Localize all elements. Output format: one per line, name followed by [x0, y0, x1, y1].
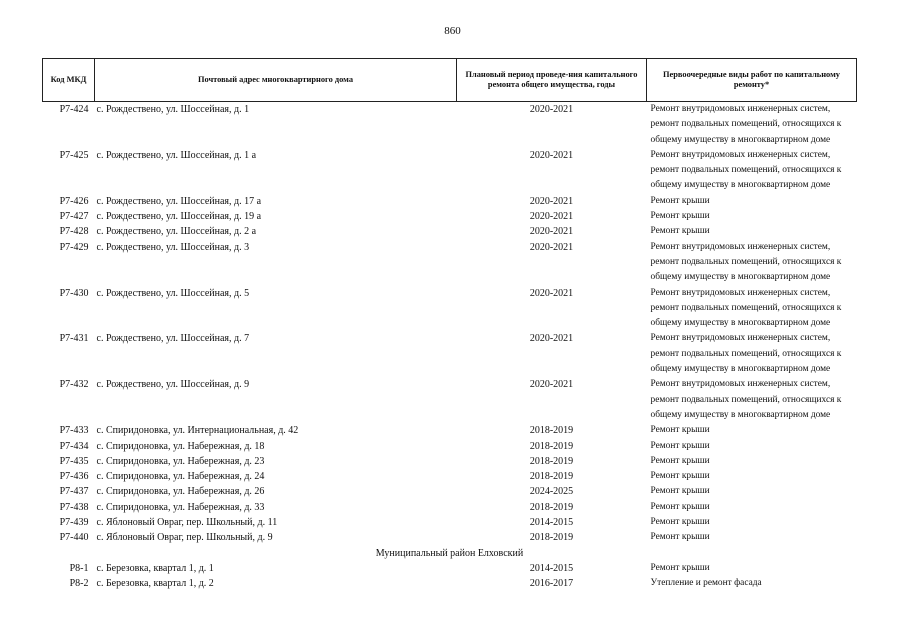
cell-address: с. Рождествено, ул. Шоссейная, д. 5	[96, 287, 250, 299]
works-line: Ремонт внутридомовых инженерных систем,	[650, 287, 831, 298]
cell-period: 2020-2021	[529, 211, 574, 223]
table-row	[43, 102, 857, 148]
works-line: Ремонт внутридомовых инженерных систем,	[650, 149, 831, 160]
cell-period: 2020-2021	[529, 104, 574, 115]
works-line: Ремонт крыши	[650, 195, 710, 206]
cell-period: 2020-2021	[529, 333, 574, 345]
table-row	[43, 224, 857, 239]
cell-works	[647, 377, 857, 423]
cell-address: с. Рождествено, ул. Шоссейная, д. 1 а	[96, 149, 257, 161]
works-line: Ремонт крыши	[650, 562, 710, 573]
cell-works	[647, 148, 857, 194]
works-line: общему имуществу в многоквартирном доме	[650, 409, 831, 420]
works-line: Ремонт крыши	[650, 440, 710, 451]
works-line: Ремонт крыши	[650, 226, 710, 237]
works-line: общему имуществу в многоквартирном доме	[650, 180, 831, 191]
cell-code: Р7-429	[59, 241, 89, 253]
cell-code: Р7-426	[59, 195, 89, 207]
cell-works	[647, 469, 857, 484]
works-line: ремонт подвальных помещений, относящихся к	[650, 348, 842, 359]
cell-code: Р7-438	[59, 501, 89, 513]
works-line: Ремонт крыши	[650, 211, 710, 222]
cell-period: 2018-2019	[529, 440, 574, 452]
page-number: 860	[444, 25, 461, 37]
cell-period: 2016-2017	[529, 578, 574, 590]
cell-address: с. Спиридоновка, ул. Набережная, д. 18	[96, 440, 265, 452]
table-row	[43, 377, 857, 423]
cell-works	[647, 209, 857, 224]
table-row	[43, 331, 857, 377]
table-row	[43, 469, 857, 484]
works-line: Ремонт внутридомовых инженерных систем,	[650, 333, 831, 344]
cell-works	[647, 331, 857, 377]
table-row	[43, 530, 857, 545]
header-address: Почтовый адрес многоквартирного дома	[95, 59, 457, 102]
cell-works	[647, 194, 857, 209]
cell-works	[647, 102, 857, 148]
works-line: Ремонт крыши	[650, 425, 710, 436]
works-line: общему имуществу в многоквартирном доме	[650, 364, 831, 375]
works-line: Ремонт крыши	[650, 532, 710, 543]
cell-period: 2018-2019	[529, 455, 574, 467]
works-line: Ремонт внутридомовых инженерных систем,	[650, 241, 831, 252]
cell-works	[647, 515, 857, 530]
cell-period: 2020-2021	[529, 287, 574, 299]
table-row	[43, 454, 857, 469]
cell-address: с. Рождествено, ул. Шоссейная, д. 1	[96, 104, 250, 115]
cell-address: с. Рождествено, ул. Шоссейная, д. 17 а	[96, 195, 262, 207]
cell-period: 2020-2021	[529, 379, 574, 391]
cell-address: с. Рождествено, ул. Шоссейная, д. 2 а	[96, 226, 257, 238]
cell-address: с. Рождествено, ул. Шоссейная, д. 3	[96, 241, 250, 253]
section-row	[43, 546, 857, 561]
works-line: ремонт подвальных помещений, относящихся к	[650, 256, 842, 267]
cell-code: Р7-432	[59, 379, 89, 391]
table-row	[43, 194, 857, 209]
table-row	[43, 209, 857, 224]
cell-period: 2018-2019	[529, 471, 574, 483]
cell-code: Р7-425	[59, 149, 89, 161]
cell-works	[647, 454, 857, 469]
cell-works	[647, 561, 857, 576]
works-line: ремонт подвальных помещений, относящихся к	[650, 302, 842, 313]
cell-code: Р7-440	[59, 532, 89, 544]
header-period: Плановый период проведе-ния капитального ремонта общего имущества, годы	[457, 59, 647, 102]
cell-code: Р7-424	[59, 104, 89, 115]
cell-code: Р7-436	[59, 471, 89, 483]
cell-works	[647, 423, 857, 438]
cell-period: 2014-2015	[529, 562, 574, 574]
cell-works	[647, 484, 857, 499]
cell-code: Р7-431	[59, 333, 89, 345]
cell-works	[647, 439, 857, 454]
table-row	[43, 500, 857, 515]
header-code: Код МКД	[43, 59, 95, 102]
cell-period: 2018-2019	[529, 425, 574, 437]
header-works: Первоочередные виды работ по капитальному ремонту*	[647, 59, 857, 102]
cell-code: Р7-430	[59, 287, 89, 299]
table-row	[43, 423, 857, 438]
cell-address: с. Рождествено, ул. Шоссейная, д. 7	[96, 333, 250, 345]
works-line: Ремонт крыши	[650, 471, 710, 482]
table-row	[43, 561, 857, 576]
cell-code: Р7-427	[59, 211, 89, 223]
cell-address: с. Спиридоновка, ул. Набережная, д. 26	[96, 486, 265, 498]
cell-address: с. Спиридоновка, ул. Набережная, д. 33	[96, 501, 265, 513]
table-body	[43, 102, 857, 592]
works-line: ремонт подвальных помещений, относящихся к	[650, 394, 842, 405]
works-line: Ремонт крыши	[650, 486, 710, 497]
works-line: общему имуществу в многоквартирном доме	[650, 318, 831, 329]
works-line: Утепление и ремонт фасада	[650, 578, 762, 589]
works-line: Ремонт крыши	[650, 517, 710, 528]
cell-address: с. Яблоновый Овраг, пер. Школьный, д. 9	[96, 532, 273, 544]
cell-code: Р7-435	[59, 455, 89, 467]
works-line: Ремонт внутридомовых инженерных систем,	[650, 104, 831, 114]
cell-address: с. Спиридоновка, ул. Интернациональная, д. 42	[96, 425, 299, 437]
cell-address: с. Рождествено, ул. Шоссейная, д. 19 а	[96, 211, 262, 223]
cell-works	[647, 240, 857, 286]
table-row	[43, 576, 857, 591]
works-line: Ремонт крыши	[650, 455, 710, 466]
cell-address: с. Яблоновый Овраг, пер. Школьный, д. 11	[96, 517, 278, 529]
capital-repair-table	[42, 58, 857, 592]
cell-address: с. Спиридоновка, ул. Набережная, д. 23	[96, 455, 265, 467]
cell-works	[647, 576, 857, 591]
table-row	[43, 148, 857, 194]
works-line: Ремонт внутридомовых инженерных систем,	[650, 379, 831, 390]
cell-code: Р7-434	[59, 440, 89, 452]
cell-address: с. Березовка, квартал 1, д. 2	[96, 578, 214, 590]
cell-address: с. Рождествено, ул. Шоссейная, д. 9	[96, 379, 250, 391]
cell-works	[647, 500, 857, 515]
works-line: ремонт подвальных помещений, относящихся к	[650, 165, 842, 176]
cell-period: 2020-2021	[529, 149, 574, 161]
table-row	[43, 515, 857, 530]
table-row	[43, 439, 857, 454]
cell-code: Р7-428	[59, 226, 89, 238]
cell-works	[647, 530, 857, 545]
cell-period: 2020-2021	[529, 226, 574, 238]
works-line: общему имуществу в многоквартирном доме	[650, 272, 831, 283]
cell-works	[647, 224, 857, 239]
cell-period: 2014-2015	[529, 517, 574, 529]
cell-period: 2024-2025	[529, 486, 574, 498]
cell-code: Р7-439	[59, 517, 89, 529]
table-row	[43, 240, 857, 286]
section-title: Муниципальный район Елховский	[375, 547, 524, 559]
cell-code: Р8-2	[69, 578, 89, 590]
cell-code: Р7-433	[59, 425, 89, 437]
cell-code: Р8-1	[69, 562, 89, 574]
cell-period: 2020-2021	[529, 241, 574, 253]
cell-address: с. Спиридоновка, ул. Набережная, д. 24	[96, 471, 265, 483]
cell-code: Р7-437	[59, 486, 89, 498]
cell-works	[647, 286, 857, 332]
table-header-row	[43, 59, 857, 102]
cell-period: 2018-2019	[529, 501, 574, 513]
table-row	[43, 286, 857, 332]
cell-period: 2018-2019	[529, 532, 574, 544]
works-line: общему имуществу в многоквартирном доме	[650, 134, 831, 145]
cell-address: с. Березовка, квартал 1, д. 1	[96, 562, 214, 574]
table-row	[43, 484, 857, 499]
works-line: Ремонт крыши	[650, 501, 710, 512]
cell-period: 2020-2021	[529, 195, 574, 207]
works-line: ремонт подвальных помещений, относящихся к	[650, 119, 842, 130]
